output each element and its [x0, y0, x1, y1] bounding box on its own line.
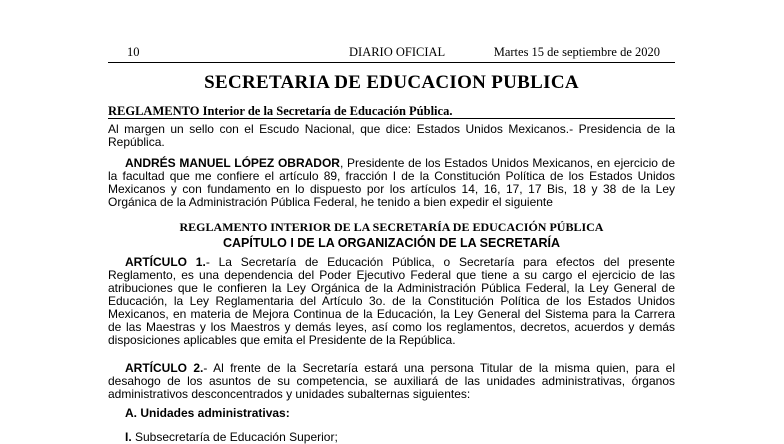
- regulation-rule: [108, 118, 675, 119]
- article-1-label: ARTÍCULO 1.: [125, 255, 206, 269]
- item-text: Subsecretaría de Educación Superior;: [131, 430, 338, 444]
- article-2-text: - Al frente de la Secretaría estará una persona Titular de la misma quien, para el desahogo de los asuntos de su competencia, se auxiliará de las unidades administrativas, órganos administrativos desconcentrados y unidades subalternas siguientes:: [108, 361, 676, 401]
- article-1: [108, 256, 675, 347]
- document-heading: REGLAMENTO INTERIOR DE LA SECRETARÍA DE EDUCACIÓN PÚBLICA: [179, 220, 604, 234]
- publication-date: Martes 15 de septiembre de 2020: [493, 45, 660, 59]
- item-roman-numeral: I.: [125, 430, 132, 444]
- president-text: , Presidente de los Estados Unidos Mexicanos, en ejercicio de la facultad que me confiere el artículo 89, fracción I de la Constitución Política de los Estados Unidos Mexicanos y con fundamento en lo dispuesto por los artículos 14, 16, 17, 17 Bis, 18 y 38 de la Ley Orgánica de la Administración Pública Federal, he tenido a bien expedir el siguiente: [108, 156, 675, 209]
- section-title: SECRETARIA DE EDUCACION PUBLICA: [204, 72, 579, 93]
- president-paragraph: [108, 157, 675, 209]
- page-number: 10: [127, 45, 140, 59]
- list-item: [125, 430, 338, 444]
- seal-paragraph: Al margen un sello con el Escudo Nacional, que dice: Estados Unidos Mexicanos.- Presidencia de la República.: [108, 122, 675, 149]
- article-2: [108, 362, 675, 401]
- publication-name: DIARIO OFICIAL: [349, 45, 446, 59]
- subsection-a-heading: A. Unidades administrativas:: [125, 406, 290, 420]
- president-name: ANDRÉS MANUEL LÓPEZ OBRADOR: [125, 156, 340, 170]
- article-1-text: - La Secretaría de Educación Pública, o Secretaría para efectos del presente Reglamento, es una dependencia del Poder Ejecutivo Federal que tiene a su cargo el ejercicio de las atribuciones que le confieren la Ley Orgánica de la Administración Pública Federal, la Ley General de Educación, la Ley Reglamentaria del Artículo 3o. de la Constitución Política de los Estados Unidos Mexicanos, en materia de Mejora Continua de la Educación, la Ley General del Sistema para la Carrera de las Maestras y los Maestros y demás leyes, así como los reglamentos, decretos, acuerdos y demás disposiciones aplicables que emita el Presidente de la República.: [108, 255, 675, 347]
- page-header: [127, 45, 660, 61]
- regulation-label: REGLAMENTO Interior de la Secretaría de Educación Pública.: [108, 104, 453, 118]
- header-rule: [108, 62, 675, 63]
- article-2-label: ARTÍCULO 2.: [125, 361, 204, 375]
- chapter-heading: CAPÍTULO I DE LA ORGANIZACIÓN DE LA SECRETARÍA: [222, 236, 561, 250]
